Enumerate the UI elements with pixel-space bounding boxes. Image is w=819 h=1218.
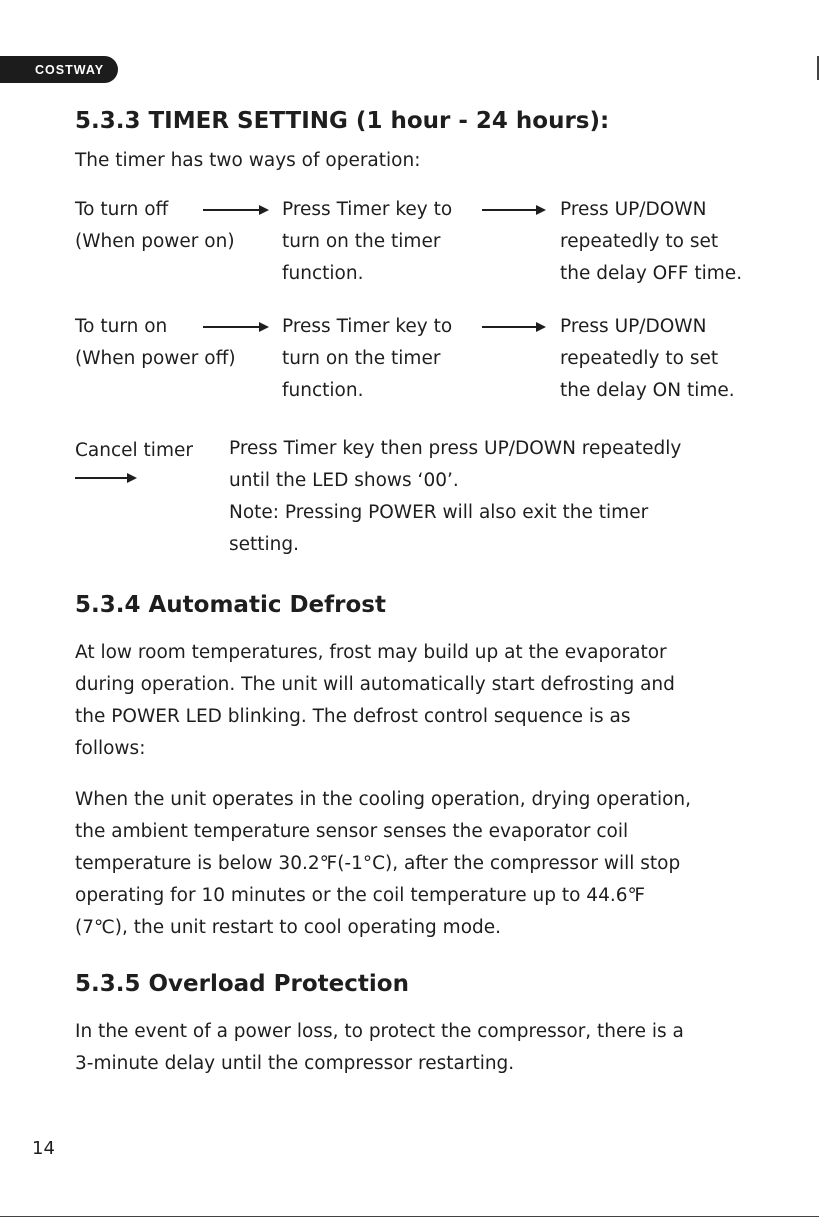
defrost-p1-line4: follows: [75,738,146,759]
cancel-timer-label: Cancel timer [75,440,193,461]
row2-col3-line3: the delay ON time. [560,380,735,401]
defrost-p1-line2: during operation. The unit will automatically start defrosting and [75,674,675,695]
cancel-line1: Press Timer key then press UP/DOWN repeatedly [229,438,682,459]
arrow-right-icon [203,326,267,328]
overload-heading: 5.3.5 Overload Protection [75,971,409,997]
arrow-right-icon [75,477,135,479]
row1-col2-line2: turn on the timer [282,231,441,252]
row2-col2-line3: function. [282,380,364,401]
timer-intro: The timer has two ways of operation: [75,150,421,171]
row1-col3-line3: the delay OFF time. [560,263,743,284]
arrow-right-icon [482,326,544,328]
row1-col1-line1: To turn off [75,199,169,220]
row2-col2-line1: Press Timer key to [282,316,453,337]
arrow-right-icon [203,209,267,211]
overload-line1: In the event of a power loss, to protect the compressor, there is a [75,1021,684,1042]
defrost-p2-line3: temperature is below 30.2℉(-1°C), after the compressor will stop [75,853,681,874]
defrost-p2-line5: (7℃), the unit restart to cool operating mode. [75,917,502,938]
defrost-p2-line1: When the unit operates in the cooling operation, drying operation, [75,789,692,810]
row2-col3-line1: Press UP/DOWN [560,316,707,337]
bottom-rule [0,1216,819,1217]
overload-line2: 3-minute delay until the compressor restarting. [75,1053,515,1074]
page-number: 14 [32,1138,55,1159]
arrow-right-icon [482,209,544,211]
defrost-heading: 5.3.4 Automatic Defrost [75,592,386,618]
row2-col3-line2: repeatedly to set [560,348,719,369]
defrost-p2-line4: operating for 10 minutes or the coil temperature up to 44.6℉ [75,885,646,906]
row1-col2-line3: function. [282,263,364,284]
row1-col2-line1: Press Timer key to [282,199,453,220]
brand-logo [0,56,118,83]
row1-col3-line1: Press UP/DOWN [560,199,707,220]
cancel-line2: until the LED shows ‘00’. [229,470,459,491]
defrost-p1-line3: the POWER LED blinking. The defrost control sequence is as [75,706,631,727]
row2-col1-line2: (When power off) [75,348,236,369]
row1-col3-line2: repeatedly to set [560,231,719,252]
defrost-p2-line2: the ambient temperature sensor senses the evaporator coil [75,821,629,842]
row1-col1-line2: (When power on) [75,231,235,252]
brand-label: COSTWAY [35,62,105,77]
defrost-p1-line1: At low room temperatures, frost may build up at the evaporator [75,642,667,663]
cancel-line4: setting. [229,534,300,555]
timer-heading: 5.3.3 TIMER SETTING (1 hour - 24 hours): [75,108,610,134]
row2-col1-line1: To turn on [75,316,168,337]
row2-col2-line2: turn on the timer [282,348,441,369]
cancel-line3: Note: Pressing POWER will also exit the timer [229,502,649,523]
